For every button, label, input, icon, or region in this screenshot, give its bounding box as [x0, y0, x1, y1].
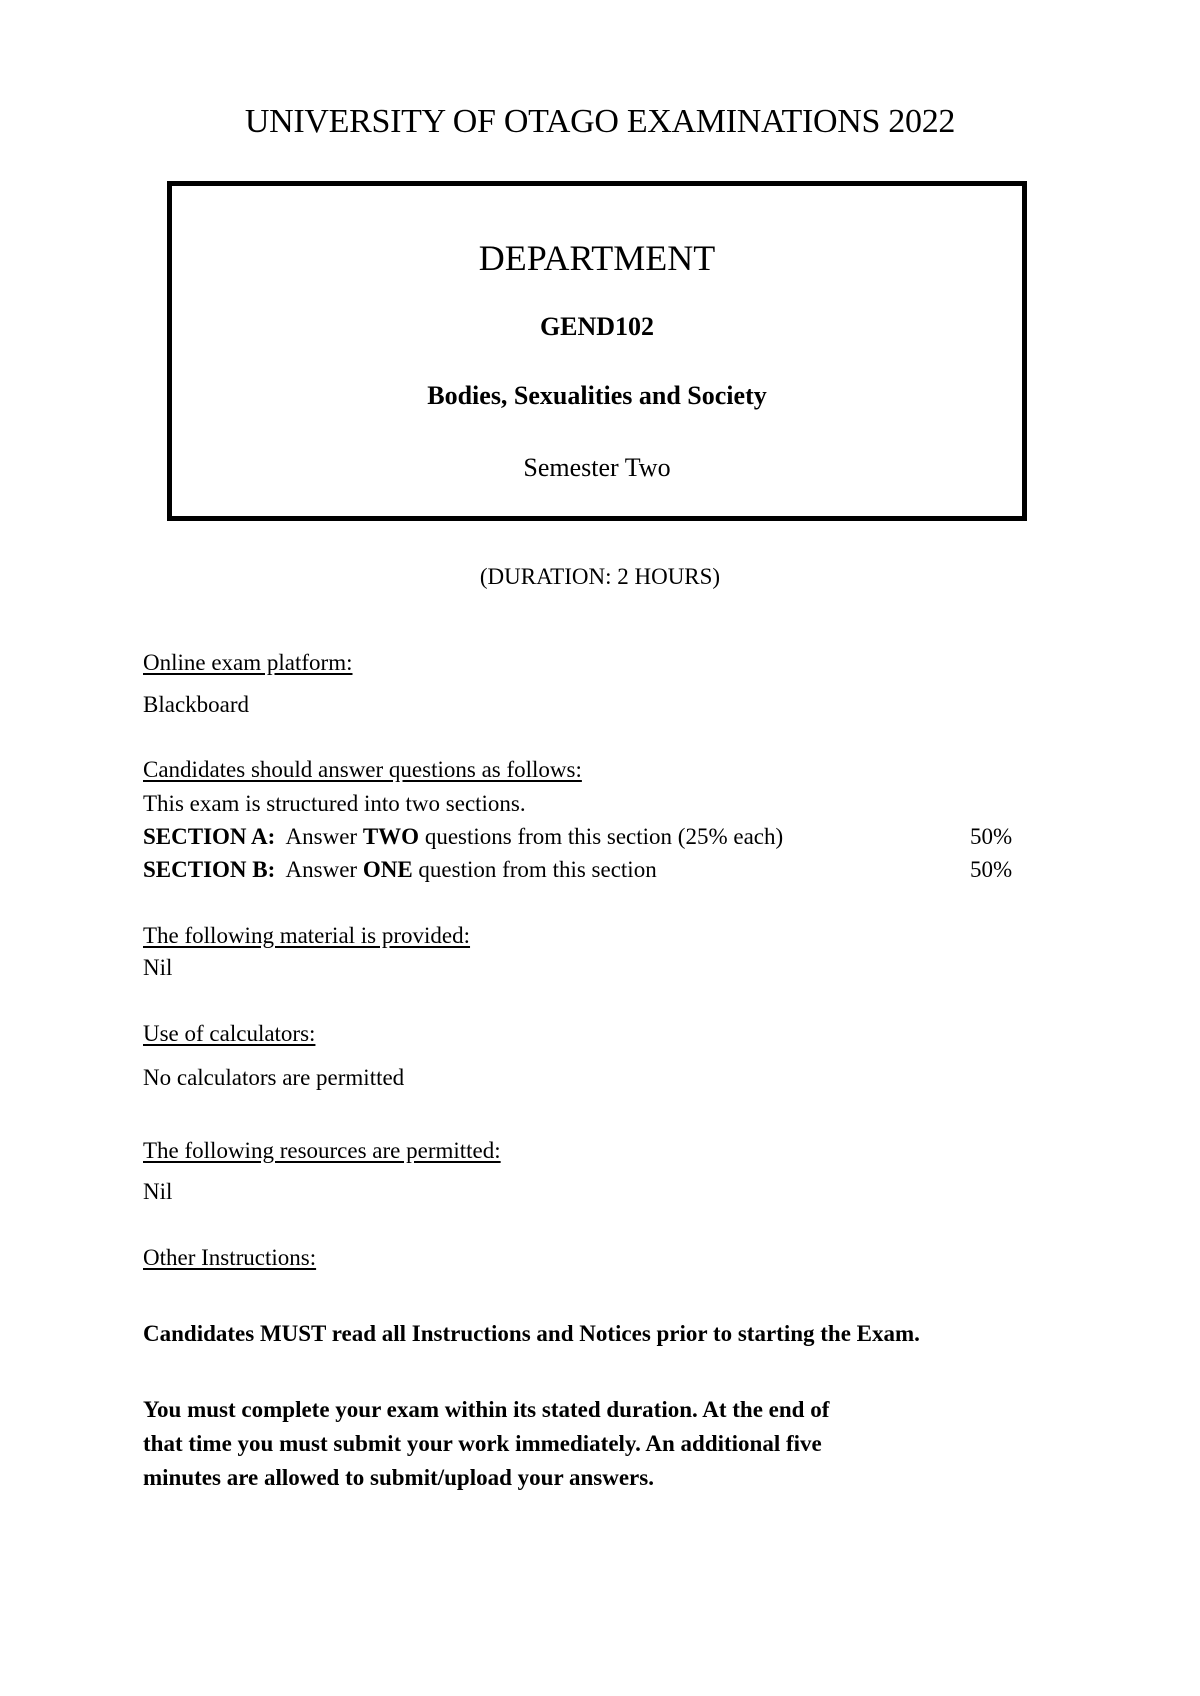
- section-b-weight: 50%: [970, 857, 1013, 882]
- section-b-count: ONE: [362, 857, 413, 882]
- course-title-box: [167, 181, 1027, 521]
- other-instructions-label: Other Instructions:: [143, 1245, 317, 1270]
- section-b-post: question from this section: [418, 857, 657, 882]
- section-a-row: [143, 823, 783, 851]
- section-a-name: SECTION A:: [143, 824, 276, 849]
- course-code: GEND102: [539, 312, 655, 341]
- calculators-label: Use of calculators:: [143, 1021, 316, 1046]
- section-a-pre: Answer: [285, 824, 358, 849]
- page-title: UNIVERSITY OF OTAGO EXAMINATIONS 2022: [244, 103, 956, 140]
- answer-instructions-label: Candidates should answer questions as follows:: [143, 757, 582, 782]
- section-b-pre: Answer: [285, 857, 358, 882]
- department-name: DEPARTMENT: [478, 238, 716, 278]
- materials-label: The following material is provided:: [143, 923, 471, 948]
- resources-value: Nil: [143, 1179, 173, 1204]
- section-b-row: [143, 856, 657, 884]
- platform-label: Online exam platform:: [143, 650, 353, 675]
- calculators-value: No calculators are permitted: [143, 1065, 405, 1090]
- resources-label: The following resources are permitted:: [143, 1138, 501, 1163]
- notice-duration-line: that time you must submit your work immediately. An additional five: [143, 1431, 822, 1456]
- materials-value: Nil: [143, 955, 173, 980]
- platform-value: Blackboard: [143, 692, 250, 717]
- notice-duration-line: You must complete your exam within its stated duration. At the end of: [143, 1397, 830, 1422]
- section-a-count: TWO: [362, 824, 420, 849]
- course-name: Bodies, Sexualities and Society: [427, 381, 767, 410]
- section-a-post: questions from this section (25% each): [424, 824, 784, 849]
- notice-read-instructions: Candidates MUST read all Instructions and Notices prior to starting the Exam.: [143, 1321, 920, 1346]
- structure-intro: This exam is structured into two sections.: [143, 791, 526, 816]
- section-a-weight: 50%: [970, 824, 1013, 849]
- exam-duration: (DURATION: 2 HOURS): [479, 564, 721, 589]
- notice-duration: [143, 1393, 829, 1495]
- section-b-name: SECTION B:: [143, 857, 276, 882]
- semester: Semester Two: [523, 453, 671, 482]
- notice-duration-line: minutes are allowed to submit/upload your answers.: [143, 1465, 654, 1490]
